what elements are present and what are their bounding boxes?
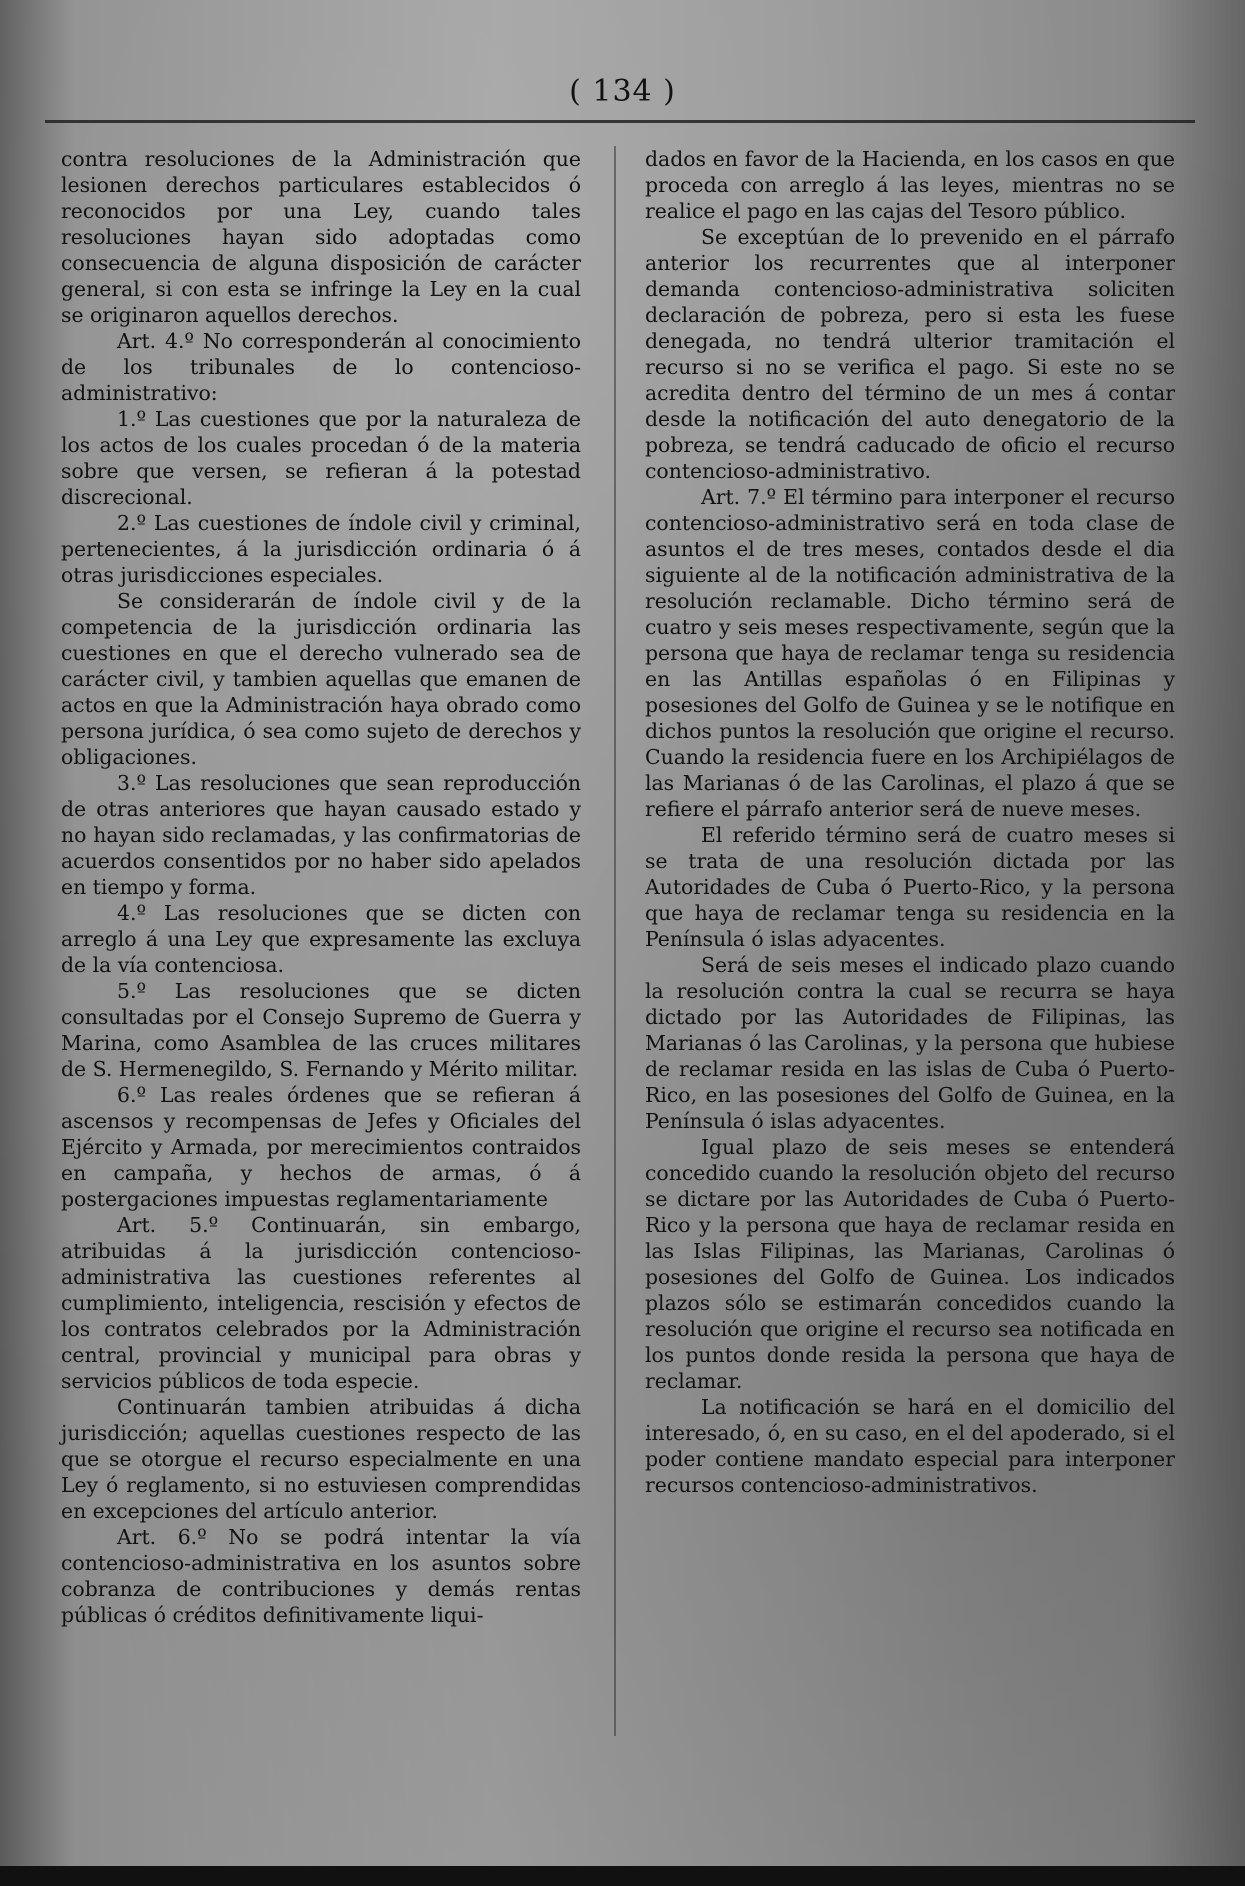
right-paragraph: Será de seis meses el indicado plazo cuando la resolución contra la cual se recurra se haya dictado por las Autoridades de Filipinas, las Marianas ó las Carolinas, y la persona que hubiese de reclamar resida en las islas de Cuba ó Puerto-Rico, en las posesiones del Golfo de Guinea, en la Península ó islas adyacentes. xyxy=(645,953,1175,1133)
right-paragraph: La notificación se hará en el domicilio del interesado, ó, en su caso, en el del apoderado, si el poder contiene mandato especial para interponer recursos contencioso-administrativos. xyxy=(645,1395,1175,1497)
left-paragraph: Se considerarán de índole civil y de la competencia de la jurisdicción ordinaria las cuestiones en que el derecho vulnerado sea de carácter civil, y tambien aquellas que emanen de actos en que la Administración haya obrado como persona jurídica, ó sea como sujeto de derechos y obligaciones. xyxy=(61,589,581,769)
left-paragraph: 3.º Las resoluciones que sean reproducción de otras anteriores que hayan causado estado y no hayan sido reclamadas, y las confirmatorias de acuerdos consentidos por no haber sido apelados en tiempo y forma. xyxy=(61,771,581,899)
scan-bottom-edge xyxy=(0,1866,1245,1886)
left-paragraph: Art. 5.º Continuarán, sin embargo, atribuidas á la jurisdicción contencioso-administrativa las cuestiones referentes al cumplimiento, inteligencia, rescisión y efectos de los contratos celebrados por la Administración central, provincial y municipal para obras y servicios públicos de toda especie. xyxy=(61,1213,581,1393)
left-column xyxy=(61,146,581,1628)
left-paragraph: Art. 6.º No se podrá intentar la vía contencioso-administrativa en los asuntos sobre cobranza de contribuciones y demás rentas públicas ó créditos definitivamente liqui- xyxy=(61,1525,581,1627)
right-paragraph: Se exceptúan de lo prevenido en el párrafo anterior los recurrentes que al interponer demanda contencioso-administrativa soliciten declaración de pobreza, pero si esta les fuese denegada, no tendrá ulterior tramitación el recurso si no se verifica el pago. Si este no se acredita dentro del término de un mes á contar desde la notificación del auto denegatorio de la pobreza, se tendrá caducado de oficio el recurso contencioso-administrativo. xyxy=(645,225,1175,483)
left-paragraph: Continuarán tambien atribuidas á dicha jurisdicción; aquellas cuestiones respecto de las que se otorgue el recurso especialmente en una Ley ó reglamento, si no estuviesen comprendidas en excepciones del artículo anterior. xyxy=(61,1395,581,1523)
left-paragraph: contra resoluciones de la Administración que lesionen derechos particulares establecidos ó reconocidos por una Ley, cuando tales resoluciones hayan sido adoptadas como consecuencia de alguna disposición de carácter general, si con esta se infringe la Ley en la cual se originaron aquellos derechos. xyxy=(61,147,581,327)
page-number-header: ( 134 ) xyxy=(569,74,676,109)
right-paragraph: Art. 7.º El término para interponer el recurso contencioso-administrativo será en toda clase de asuntos el de tres meses, contados desde el dia siguiente al de la notificación administrativa de la resolución reclamable. Dicho término será de cuatro y seis meses respectivamente, según que la persona que haya de reclamar tenga su residencia en las Antillas españolas ó en Filipinas y posesiones del Golfo de Guinea y se le notifique en dichos puntos la resolución que origine el recurso. Cuando la residencia fuere en los Archipiélagos de las Marianas ó de las Carolinas, el plazo á que se refiere el párrafo anterior será de nueve meses. xyxy=(645,485,1175,821)
right-paragraph: El referido término será de cuatro meses si se trata de una resolución dictada por las Autoridades de Cuba ó Puerto-Rico, y la persona que haya de reclamar tenga su residencia en la Península ó islas adyacentes. xyxy=(645,823,1175,951)
right-column xyxy=(645,146,1175,1498)
column-divider xyxy=(614,146,616,1736)
left-paragraph: 1.º Las cuestiones que por la naturaleza de los actos de los cuales procedan ó de la materia sobre que versen, se refieran á la potestad discrecional. xyxy=(61,407,581,509)
left-paragraph: 6.º Las reales órdenes que se refieran á ascensos y recompensas de Jefes y Oficiales del Ejército y Armada, por merecimientos contraidos en campaña, y hechos de armas, ó á postergaciones impuestas reglamentariamente xyxy=(61,1083,581,1211)
right-paragraph: Igual plazo de seis meses se entenderá concedido cuando la resolución objeto del recurso se dictare por las Autoridades de Cuba ó Puerto-Rico y la persona que haya de reclamar resida en las Islas Filipinas, las Marianas, Carolinas ó posesiones del Golfo de Guinea. Los indicados plazos sólo se estimarán concedidos cuando la resolución que origine el recurso sea notificada en los puntos donde resida la persona que haya de reclamar. xyxy=(645,1135,1175,1393)
left-paragraph: 4.º Las resoluciones que se dicten con arreglo á una Ley que expresamente las excluya de la vía contenciosa. xyxy=(61,901,581,977)
right-paragraph: dados en favor de la Hacienda, en los casos en que proceda con arreglo á las leyes, mientras no se realice el pago en las cajas del Tesoro público. xyxy=(645,147,1175,223)
left-paragraph: 2.º Las cuestiones de índole civil y criminal, pertenecientes, á la jurisdicción ordinaria ó á otras jurisdicciones especiales. xyxy=(61,511,581,587)
left-paragraph: Art. 4.º No corresponderán al conocimiento de los tribunales de lo contencioso-administrativo: xyxy=(61,329,581,405)
left-paragraph: 5.º Las resoluciones que se dicten consultadas por el Consejo Supremo de Guerra y Marina, como Asamblea de las cruces militares de S. Hermenegildo, S. Fernando y Mérito militar. xyxy=(61,979,581,1081)
header-rule xyxy=(45,120,1195,123)
